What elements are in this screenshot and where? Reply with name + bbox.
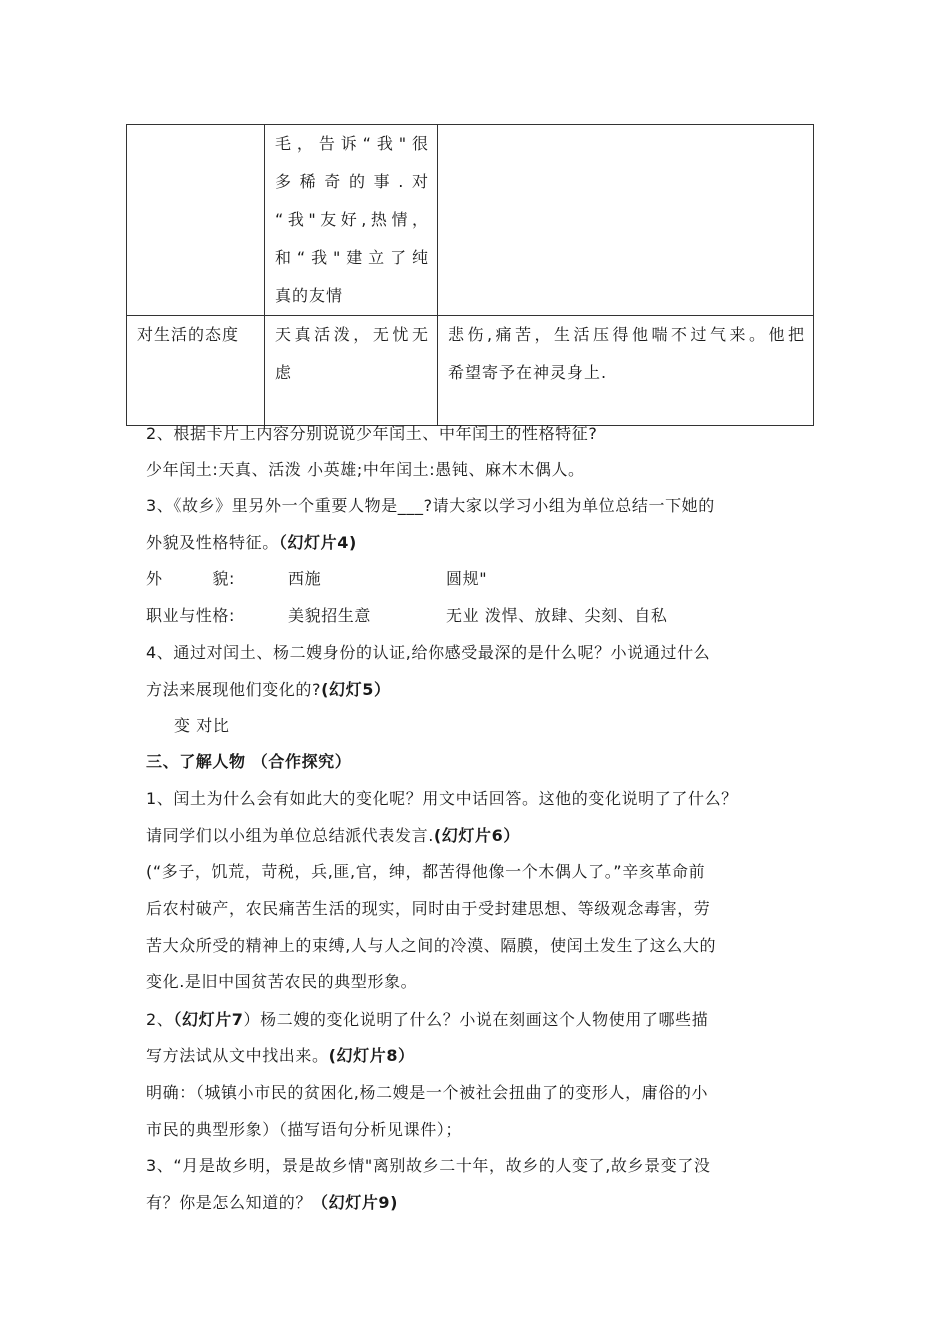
table-cell (438, 125, 814, 316)
cell-text-line: 希望寄予在神灵身上. (448, 363, 608, 382)
mingque-line-2: 市民的典型形象）（描写语句分析见课件）； (146, 1120, 463, 1139)
s3-question-1-line-1: 1、闰土为什么会有如此大的变化呢？用文中话回答。这他的变化说明了了什么？ (146, 789, 738, 808)
occupation-row: 职业与性格: 美貌招生意 无业 泼悍、放肆、尖刻、自私 (146, 606, 668, 625)
cell-text-line: “我"友好,热情， (275, 210, 429, 229)
quote-line: 后农村破产，农民痛苦生活的现实，同时由于受封建思想、等级观念毒害，劳 (146, 899, 711, 918)
quote-line: 苦大众所受的精神上的束缚,人与人之间的冷漠、隔膜，使闰土发生了这么大的 (146, 936, 717, 955)
s3-question-2-line-1: 2、（幻灯片7）杨二嫂的变化说明了什么？小说在刻画这个人物使用了哪些描 (146, 1010, 709, 1029)
question-2: 2、根据卡片上内容分别说说少年闰土、中年闰土的性格特征? (146, 424, 598, 443)
question-3-line-1: 3、《故乡》里另外一个重要人物是___?请大家以学习小组为单位总结一下她的 (146, 496, 715, 515)
cell-text-line: 天真活泼，无忧无 (275, 325, 429, 344)
table-cell (438, 316, 814, 426)
table-cell (265, 316, 438, 426)
table-row (127, 125, 814, 316)
question-2-answer: 少年闰土:天真、活泼 小英雄;中年闰土:愚钝、麻木木偶人。 (146, 460, 585, 479)
slide-ref: （幻灯片4) (278, 533, 357, 552)
question-4-line-1: 4、通过对闰土、杨二嫂身份的认证,给你感受最深的是什么呢？小说通过什么 (146, 643, 711, 662)
s3-question-3-line-2: 有？你是怎么知道的？（幻灯片9) (146, 1193, 399, 1212)
table-row (127, 316, 814, 426)
slide-ref: (幻灯5） (321, 680, 391, 699)
appearance-label: 外 貌: (146, 569, 235, 588)
question-3-line-2: 外貌及性格特征。（幻灯片4) (146, 533, 357, 552)
cell-text-line: 毛，告诉“我"很 (275, 134, 429, 153)
s3-question-3-line-1: 3、“月是故乡明，景是故乡情"离别故乡二十年，故乡的人变了,故乡景变了没 (146, 1156, 711, 1175)
slide-ref: （幻灯片9) (312, 1193, 399, 1212)
question-4-answer: 变 对比 (174, 716, 230, 735)
s3-question-1-line-2: 请同学们以小组为单位总结派代表发言.(幻灯片6） (146, 826, 520, 845)
quote-line: 变化.是旧中国贫苦农民的典型形象。 (146, 972, 418, 991)
quote-line: (“多子，饥荒，苛税，兵,匪,官，绅，都苦得他像一个木偶人了。”辛亥革命前 (146, 862, 706, 881)
cell-text-line: 多稀奇的事.对 (275, 172, 429, 191)
table-cell (127, 316, 265, 426)
table-cell (265, 125, 438, 316)
cell-text-line: 悲伤,痛苦，生活压得他喘不过气来。他把 (448, 325, 805, 344)
mingque-line-1: 明确：（城镇小市民的贫困化,杨二嫂是一个被社会扭曲了的变形人，庸俗的小 (146, 1083, 709, 1102)
cell-text-line: 真的友情 (275, 286, 344, 305)
section-heading: 三、了解人物 （合作探究） (146, 752, 352, 771)
s3-question-2-line-2: 写方法试从文中找出来。(幻灯片8） (146, 1046, 415, 1065)
cell-text-line: 虑 (275, 363, 293, 382)
cell-text-line: 和“我"建立了纯 (275, 248, 429, 267)
table-cell (127, 125, 265, 316)
slide-ref: (幻灯片6） (433, 826, 520, 845)
occupation-label: 职业与性格: (146, 606, 235, 625)
question-4-line-2: 方法来展现他们变化的?(幻灯5） (146, 680, 391, 699)
slide-ref: （幻灯片7 (173, 1010, 244, 1029)
slide-ref: (幻灯片8） (328, 1046, 415, 1065)
row-label: 对生活的态度 (137, 325, 240, 344)
character-table (126, 124, 814, 426)
appearance-row: 外 貌: 西施 圆规" (146, 569, 488, 588)
